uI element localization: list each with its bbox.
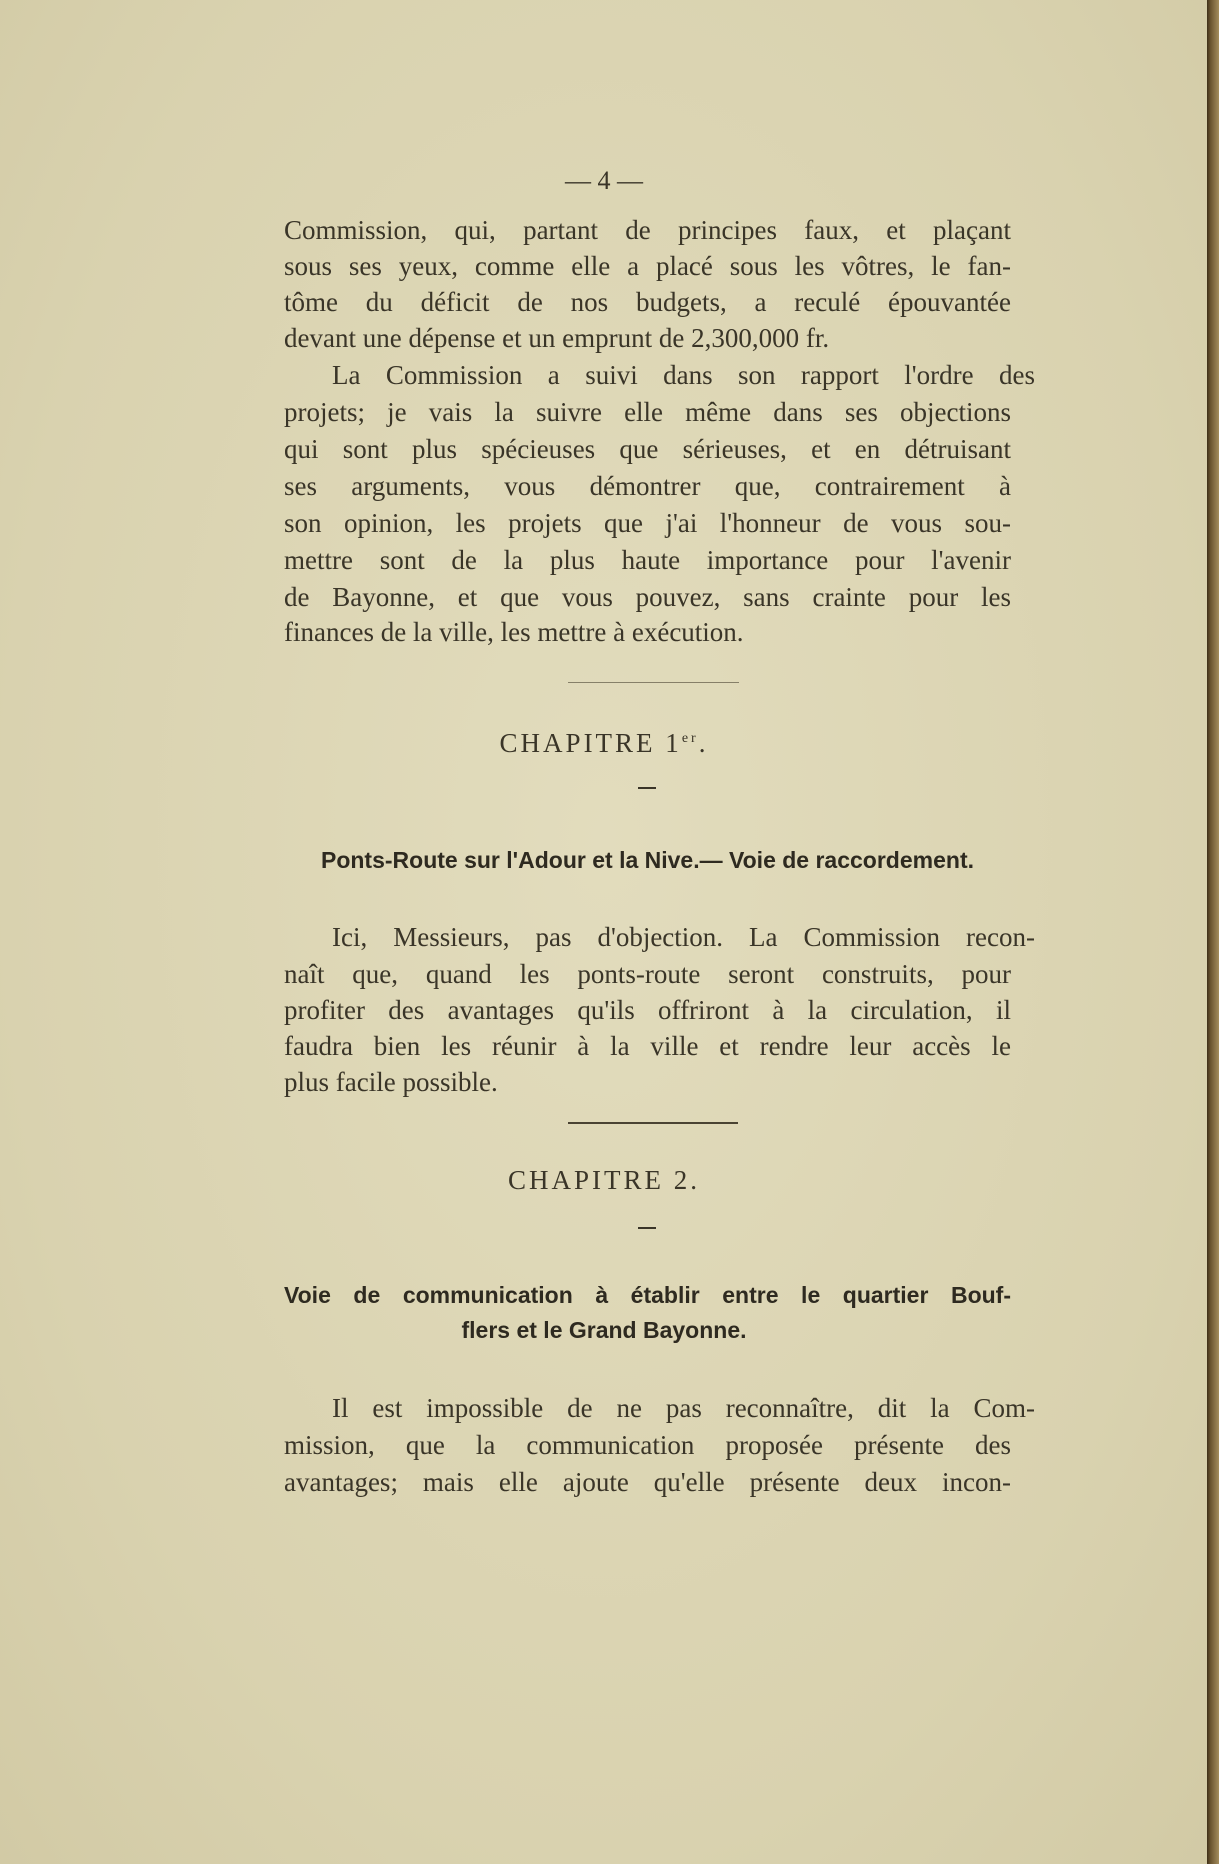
text-line: mettre sont de la plus haute importance pour l'avenir — [284, 545, 1011, 575]
text-line: finances de la ville, les mettre à exécution. — [284, 617, 744, 647]
text-line: devant une dépense et un emprunt de 2,300,000 fr. — [284, 323, 830, 353]
text-line: son opinion, les projets que j'ai l'honneur de vous sou- — [284, 508, 1011, 538]
text-line: qui sont plus spécieuses que sérieuses, et en détruisant — [284, 434, 1011, 464]
text-line: mission, que la communication proposée présente des — [284, 1430, 1011, 1460]
chapter-1-title: CHAPITRE 1er. — [499, 728, 709, 758]
chapter-dash — [638, 1227, 656, 1229]
chapter-2-heading-line1: Voie de communication à établir entre le quartier Bouf- — [284, 1282, 1011, 1308]
text-line: La Commission a suivi dans son rapport l'ordre des — [332, 360, 1035, 390]
page-number: — 4 — — [565, 166, 643, 195]
book-binding-edge — [1207, 0, 1219, 1864]
chapter-1-heading: Ponts-Route sur l'Adour et la Nive.— Voie de raccordement. — [320, 847, 974, 873]
text-line: Ici, Messieurs, pas d'objection. La Commission recon- — [332, 922, 1035, 952]
chapter-2-title: CHAPITRE 2. — [507, 1165, 700, 1195]
separator-rule — [568, 682, 739, 683]
text-line: projets; je vais la suivre elle même dans ses objections — [284, 397, 1011, 427]
separator-rule — [568, 1122, 738, 1124]
chapter-2-heading-line2: flers et le Grand Bayonne. — [461, 1317, 747, 1343]
text-line: Il est impossible de ne pas reconnaître, dit la Com- — [332, 1393, 1035, 1423]
text-line: naît que, quand les ponts-route seront construits, pour — [284, 959, 1011, 989]
chapter-dash — [638, 787, 656, 789]
text-line: faudra bien les réunir à la ville et rendre leur accès le — [284, 1031, 1011, 1061]
text-line: plus facile possible. — [284, 1067, 498, 1097]
text-line: profiter des avantages qu'ils offriront à la circulation, il — [284, 995, 1011, 1025]
text-line: sous ses yeux, comme elle a placé sous les vôtres, le fan- — [284, 251, 1011, 281]
text-line: tôme du déficit de nos budgets, a reculé épouvantée — [284, 287, 1011, 317]
text-line: Commission, qui, partant de principes faux, et plaçant — [284, 215, 1011, 245]
text-line: avantages; mais elle ajoute qu'elle présente deux incon- — [284, 1467, 1011, 1497]
text-line: de Bayonne, et que vous pouvez, sans crainte pour les — [284, 582, 1011, 612]
text-line: ses arguments, vous démontrer que, contrairement à — [284, 471, 1011, 501]
